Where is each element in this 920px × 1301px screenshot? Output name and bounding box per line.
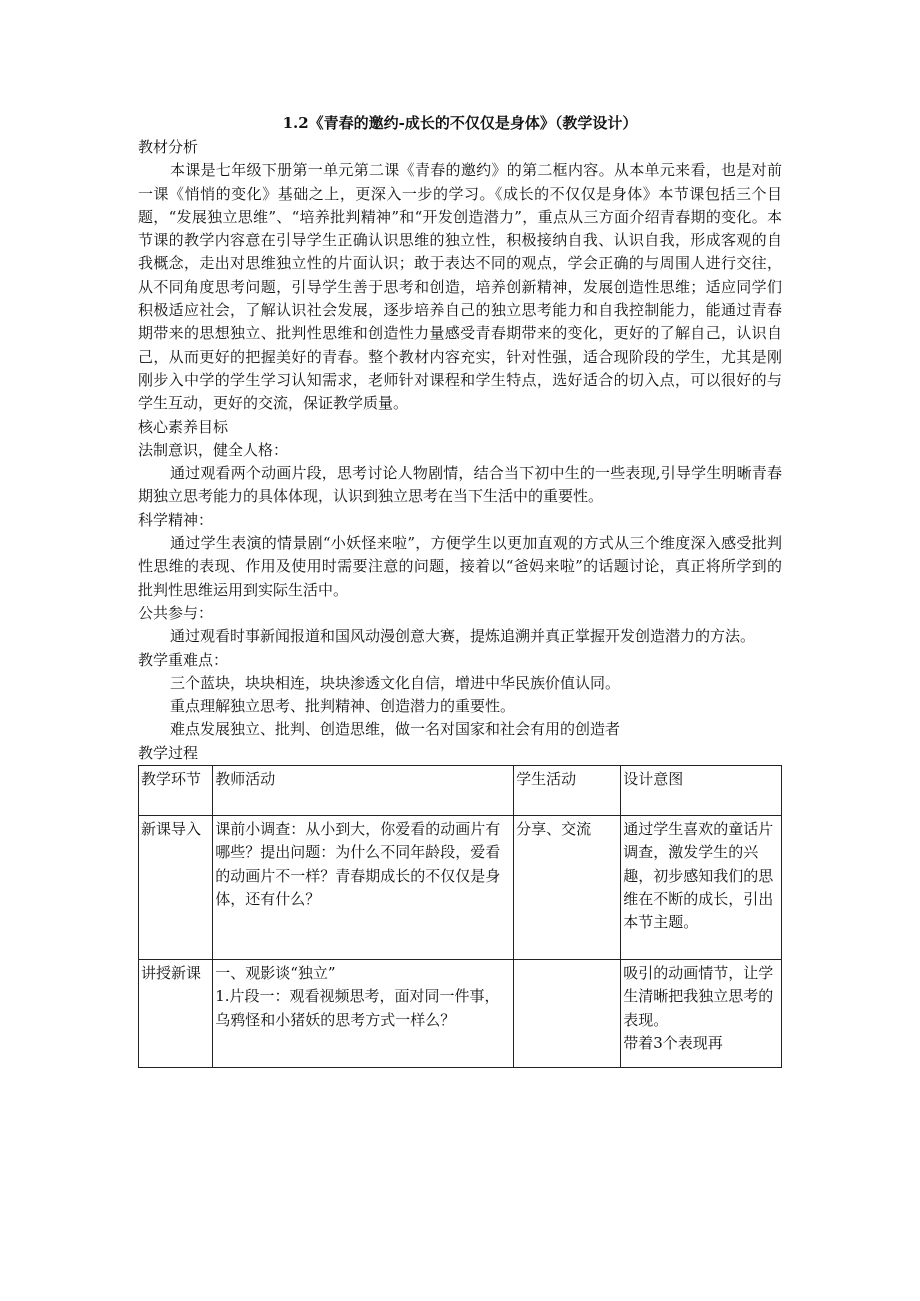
cell-intent <box>621 960 782 1068</box>
law-heading: 法制意识，健全人格： <box>138 440 289 459</box>
cell-teacher: 课前小调查：从小到大，你爱看的动画片有哪些？提出问题：为什么不同年龄段，爱看的动画片不一样？青春期成长的不仅仅是身体，还有什么？ <box>213 816 514 960</box>
cell-teacher <box>213 960 514 1068</box>
law-body: 通过观看两个动画片段，思考讨论人物剧情，结合当下初中生的一些表现,引导学生明晰青春期独立思考能力的具体体现，认识到独立思考在当下生活中的重要性。 <box>138 464 782 506</box>
cell-stage: 讲授新课 <box>139 960 213 1068</box>
keypoints-line-1: 三个蓝块，块块相连，块块渗透文化自信，增进中华民族价值认同。 <box>170 673 621 692</box>
cell-student: 分享、交流 <box>514 816 621 960</box>
table-header-row <box>139 766 782 816</box>
teacher-line-2: 1.片段一：观看视频思考，面对同一件事，乌鸦怪和小猪妖的思考方式一样么？ <box>215 987 500 1029</box>
document-title: 1.2《青春的邀约-成长的不仅仅是身体》（教学设计） <box>282 114 638 132</box>
keypoints-line-3: 难点发展独立、批判、创造思维，做一名对国家和社会有用的创造者 <box>170 720 621 739</box>
keypoints-heading: 教学重难点： <box>138 650 229 669</box>
science-body: 通过学生表演的情景剧“小妖怪来啦”，方便学生以更加直观的方式从三个维度深入感受批判性思维的表现、作用及使用时需要注意的问题，接着以“爸妈来啦”的话题讨论，真正将所学到的批判性思维运用到实际生活中。 <box>138 534 782 599</box>
analysis-body: 本课是七年级下册第一单元第二课《青春的邀约》的第二框内容。从本单元来看，也是对前一课《悄悄的变化》基础之上，更深入一步的学习。《成长的不仅仅是身体》本节课包括三个目题，“发展独立思维”、“培养批判精神”和“开发创造潜力”，重点从三方面介绍青春期的变化。本节课的教学内容意在引导学生正确认识思维的独立性，积极接纳自我、认识自我，形成客观的自我概念，走出对思维独立性的片面认识；敢于表达不同的观点，学会正确的与周围人进行交往，从不同角度思考问题，引导学生善于思考和创造，培养创新精神，发展创造性思维；适应同学们积极适应社会，了解认识社会发展，逐步培养自己的独立思考能力和自我控制能力，能通过青春期带来的思想独立、批判性思维和创造性力量感受青春期带来的变化，更好的了解自己，认识自己，从而更好的把握美好的青春。整个教材内容充实，针对性强，适合现阶段的学生，尤其是刚刚步入中学的学生学习认知需求，老师针对课程和学生特点，选好适合的切入点，可以很好的与学生互动，更好的交流，保证教学质量。 <box>138 161 782 413</box>
table-row <box>139 960 782 1068</box>
process-heading: 教学过程 <box>138 743 199 762</box>
header-cell-teacher: 教师活动 <box>213 766 514 816</box>
keypoints-line-2: 重点理解独立思考、批判精神、创造潜力的重要性。 <box>170 697 516 716</box>
teacher-line-1: 一、观影谈“独立” <box>215 964 336 983</box>
goals-heading: 核心素养目标 <box>138 417 229 436</box>
table-row <box>139 816 782 960</box>
cell-stage: 新课导入 <box>139 816 213 960</box>
header-cell-stage: 教学环节 <box>139 766 213 816</box>
intent-line-1: 吸引的动画情节，让学生清晰把我独立思考的表现。 <box>623 964 774 1029</box>
science-heading: 科学精神： <box>138 510 214 529</box>
analysis-heading: 教材分析 <box>138 138 199 156</box>
document-page <box>138 110 782 1068</box>
header-cell-student: 学生活动 <box>514 766 621 816</box>
public-body: 通过观看时事新闻报道和国风动漫创意大赛，提炼追溯并真正掌握开发创造潜力的方法。 <box>170 627 756 646</box>
header-cell-intent: 设计意图 <box>621 766 782 816</box>
cell-intent: 通过学生喜欢的童话片调查，激发学生的兴趣，初步感知我们的思维在不断的成长，引出本节主题。 <box>621 816 782 960</box>
process-table <box>138 765 782 1068</box>
cell-student <box>514 960 621 1068</box>
intent-line-2: 带着3个表现再 <box>623 1033 723 1052</box>
public-heading: 公共参与： <box>138 603 214 622</box>
